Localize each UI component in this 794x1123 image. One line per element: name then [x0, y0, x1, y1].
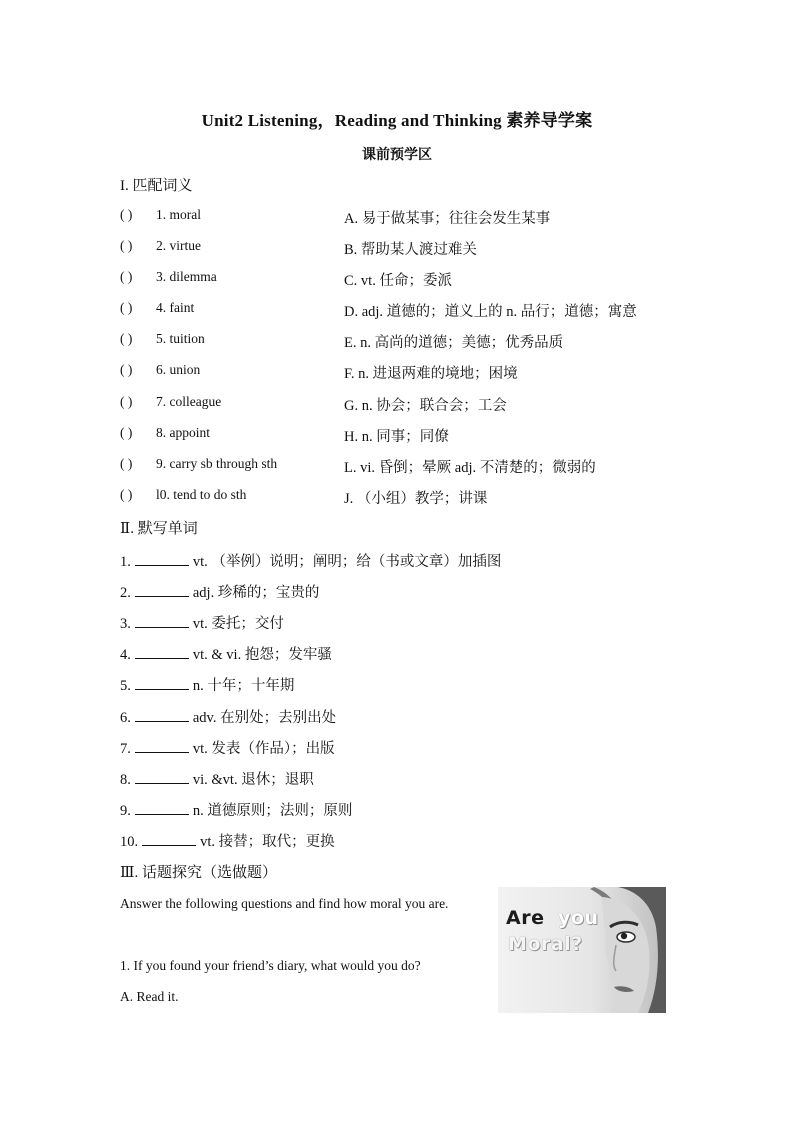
item-definition: vt. 委托；交付 [192, 616, 284, 632]
matching-row [120, 456, 690, 480]
item-definition: n. 十年；十年期 [192, 678, 295, 694]
answer-blank: ( ) [120, 362, 133, 377]
page-title: Unit2 Listening，Reading and Thinking 素养导学案 [201, 111, 593, 130]
dictation-row [120, 612, 284, 633]
dictation-row [120, 643, 332, 664]
fill-blank [135, 614, 189, 628]
item-number: 1. [120, 554, 131, 570]
section-heading-dictation: Ⅱ. 默写单词 [120, 521, 198, 537]
dictation-row [120, 737, 335, 758]
item-definition: adv. 在别处；去别出处 [192, 710, 337, 726]
fill-blank [135, 708, 189, 722]
vocab-definition: J. （小组）教学；讲课 [344, 491, 488, 507]
vocab-word: 4. faint [156, 300, 195, 315]
vocab-word: 2. virtue [156, 238, 201, 253]
dictation-row [120, 830, 335, 851]
item-number: 5. [120, 678, 131, 694]
answer-blank: ( ) [120, 269, 133, 284]
item-number: 4. [120, 647, 131, 663]
item-definition: vt. 接替；取代；更换 [200, 834, 335, 850]
intro-paragraph: Answer the following questions and find how moral you are. [120, 896, 449, 911]
matching-row [120, 394, 690, 418]
vocab-definition: G. n. 协会；联合会；工会 [344, 398, 507, 414]
matching-row [120, 300, 690, 324]
item-number: 10. [120, 834, 139, 850]
vocab-word: 3. dilemma [156, 269, 217, 284]
vocab-word: 6. union [156, 362, 201, 377]
option-a: A. Read it. [120, 989, 179, 1004]
vocab-word: l0. tend to do sth [156, 487, 247, 502]
dictation-row [120, 581, 319, 602]
vocab-word: 1. moral [156, 207, 201, 222]
vocab-definition: D. adj. 道德的；道义上的 n. 品行；道德；寓意 [344, 304, 637, 320]
vocab-definition: E. n. 高尚的道德；美德；优秀品质 [344, 335, 564, 351]
fill-blank [135, 645, 189, 659]
fill-blank [135, 739, 189, 753]
answer-blank: ( ) [120, 456, 133, 471]
item-definition: vt. 发表（作品）；出版 [192, 741, 335, 757]
matching-row [120, 362, 690, 386]
matching-row [120, 487, 690, 511]
vocab-word: 7. colleague [156, 394, 222, 409]
section-heading-matching: I. 匹配词义 [120, 178, 193, 194]
matching-row [120, 207, 690, 231]
dictation-row [120, 768, 314, 789]
answer-blank: ( ) [120, 207, 133, 222]
item-number: 8. [120, 772, 131, 788]
dictation-row [120, 799, 352, 820]
fill-blank [142, 832, 196, 846]
answer-blank: ( ) [120, 238, 133, 253]
item-definition: vt. & vi. 抱怨；发牢骚 [192, 647, 332, 663]
matching-row [120, 269, 690, 293]
section-heading-topic: Ⅲ. 话题探究（选做题） [120, 865, 277, 881]
fill-blank [135, 552, 189, 566]
item-number: 2. [120, 585, 131, 601]
vocab-definition: H. n. 同事；同僚 [344, 429, 449, 445]
item-number: 7. [120, 741, 131, 757]
answer-blank: ( ) [120, 487, 133, 502]
item-number: 9. [120, 803, 131, 819]
matching-row [120, 238, 690, 262]
poster-word-you: you [558, 907, 599, 929]
item-number: 6. [120, 710, 131, 726]
vocab-definition: A. 易于做某事；往往会发生某事 [344, 211, 551, 227]
item-definition: adj. 珍稀的；宝贵的 [192, 585, 320, 601]
fill-blank [135, 583, 189, 597]
answer-blank: ( ) [120, 394, 133, 409]
vocab-definition: F. n. 进退两难的境地；困境 [344, 366, 518, 382]
matching-row [120, 331, 690, 355]
poster-word-moral: Moral? [508, 933, 583, 955]
vocab-definition: C. vt. 任命；委派 [344, 273, 452, 289]
page-subtitle: 课前预学区 [362, 148, 432, 163]
vocab-definition: B. 帮助某人渡过难关 [344, 242, 477, 258]
question-text: 1. If you found your friend’s diary, what would you do? [120, 958, 421, 973]
are-you-moral-image [498, 887, 666, 1013]
fill-blank [135, 770, 189, 784]
vocab-word: 9. carry sb through sth [156, 456, 278, 471]
dictation-row [120, 674, 294, 695]
fill-blank [135, 801, 189, 815]
answer-blank: ( ) [120, 425, 133, 440]
dictation-row [120, 550, 501, 571]
item-number: 3. [120, 616, 131, 632]
dictation-row [120, 706, 336, 727]
fill-blank [135, 676, 189, 690]
answer-blank: ( ) [120, 331, 133, 346]
matching-row [120, 425, 690, 449]
item-definition: vt. （举例）说明；阐明；给（书或文章）加插图 [192, 554, 502, 570]
item-definition: n. 道德原则；法则；原则 [192, 803, 353, 819]
poster-word-are: Are [506, 907, 545, 929]
item-definition: vi. &vt. 退休；退职 [192, 772, 314, 788]
vocab-word: 8. appoint [156, 425, 210, 440]
vocab-definition: L. vi. 昏倒；晕厥 adj. 不清楚的；微弱的 [344, 460, 596, 476]
vocab-word: 5. tuition [156, 331, 205, 346]
answer-blank: ( ) [120, 300, 133, 315]
